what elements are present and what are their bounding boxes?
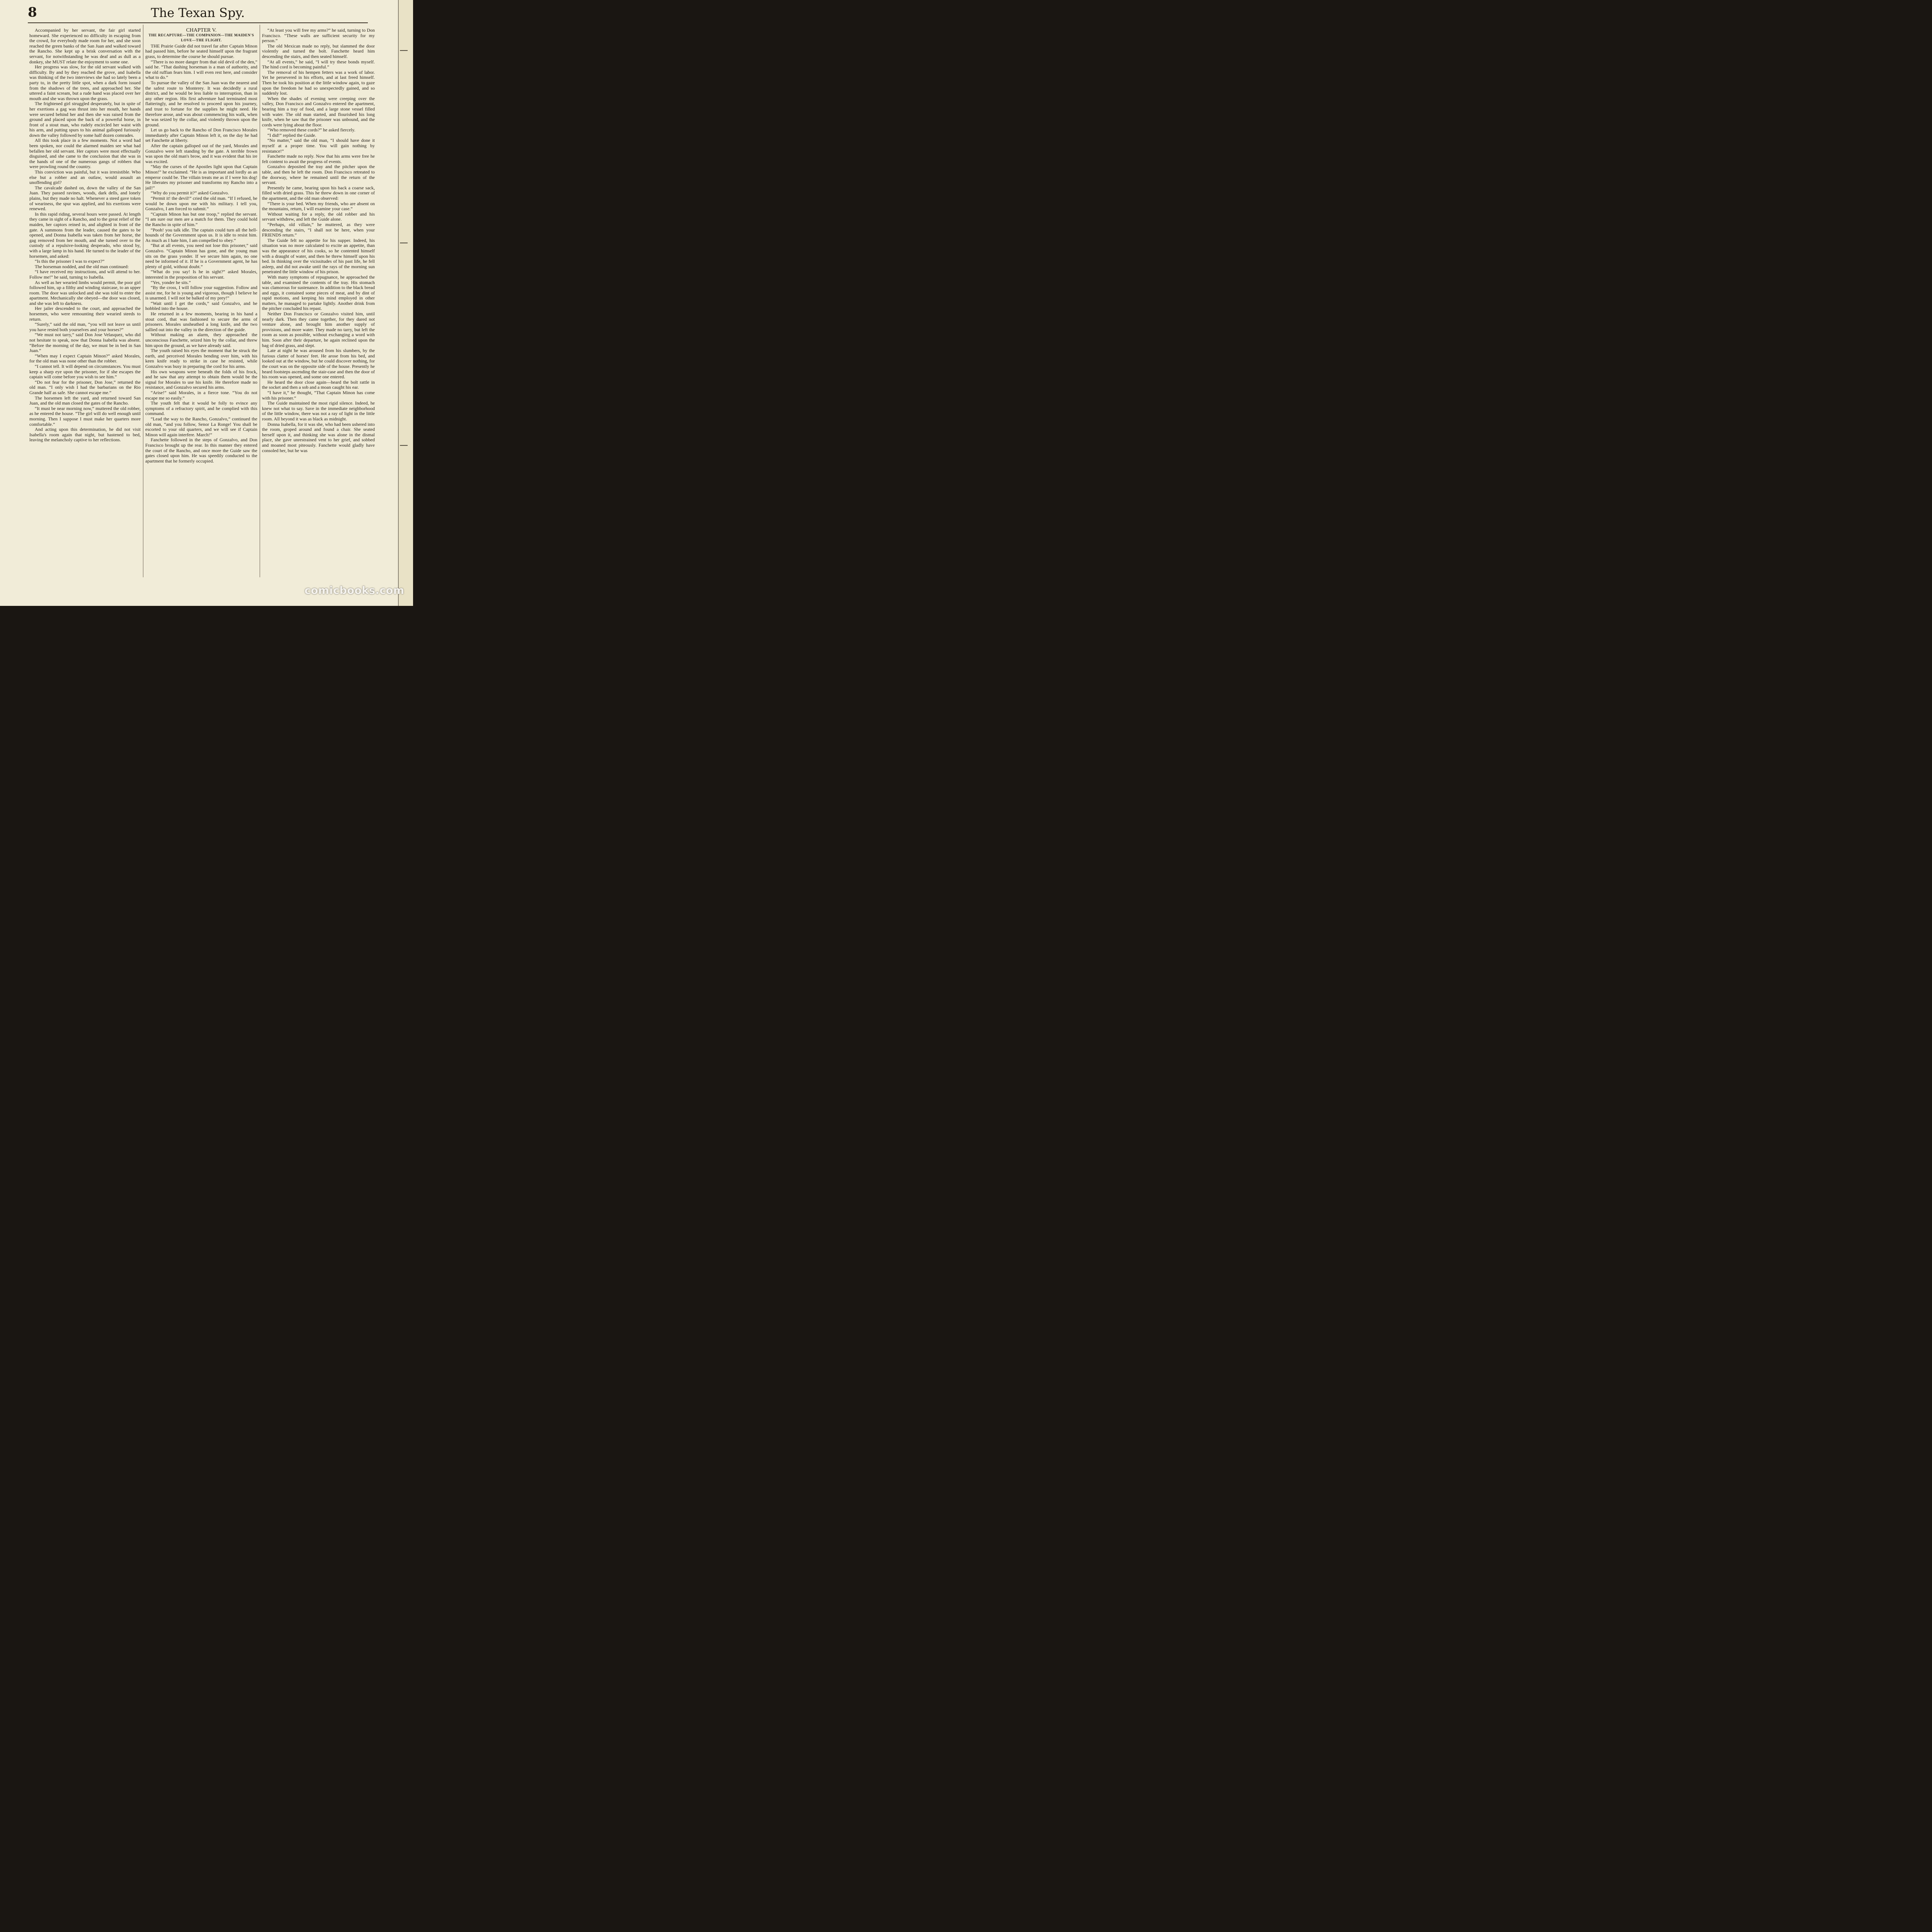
paragraph: And acting upon this determination, he did not visit Isabella's room again that night, but hastened to bed, leaving the melancholy captive to her reflections. [29,427,141,443]
chapter-title: CHAPTER V. [186,28,217,33]
page-header [28,4,368,23]
paragraph: “Lead the way to the Rancho, Gonzalvo,” continued the old man, “and you follow, Senor La Ronge! You shall be escorted to your old quarters, and we will see if Captain Minon will again interfere. March!” [145,416,257,437]
paragraph: “Is this the prisoner I was to expect?” [35,259,105,264]
paragraph: Without making an alarm, they approached the unconscious Fanchette, seized him by the collar, and threw him upon the ground, as we have already said. [145,332,257,348]
paragraph: “Permit it! the devil!” cried the old man. “If I refused, he would be down upon me with his military. I tell you, Gonzalvo, I am forced to submit.” [145,196,257,212]
paragraph: Accompanied by her servant, the fair girl started homeward. She experienced no difficulty in escaping from the crowd, for everybody made room for her, and she soon reached the green banks of the San Juan and walked toward the Rancho. She kept up a brisk conversation with the servant, for notwithstanding he was deaf and as dull as a donkey, she MUST relate the enjoyment to some one. [29,28,141,65]
paragraph: The youth raised his eyes the moment that he struck the earth, and perceived Morales bending over him, with his keen knife ready to strike in case he resisted, while Gonzalvo was busy in preparing the cord for his arms. [145,348,257,369]
paragraph: “Perhaps, old villain,” he muttered, as they were descending the stairs, “I shall not be here, when your FRIENDS return.” [262,221,375,238]
paragraph: His own weapons were beneath the folds of his frock, and he saw that any attempt to obtain them would be the signal for Morales to use his knife. He therefore made no resistance, and Gonzalvo secured his arms. [145,369,257,390]
paragraph: “Captain Minon has but one troop,” replied the servant. “I am sure our men are a match for them. They could hold the Rancho in spite of him.” [145,211,257,227]
page-number: 8 [28,5,37,20]
text-column-1 [29,28,141,577]
paragraph: Her jailer descended to the court, and approached the horsemen, who were remounting their wearied steeds to return. [29,306,141,322]
paragraph: “By the cross, I will follow your suggestion. Follow and assist me, for he is young and vigorous, though I believe he is unarmed. I will not be balked of my prey!” [145,285,257,301]
paragraph: After the captain galloped out of the yard, Morales and Gonzalvo were left standing by the gate. A terrible frown was upon the old man's brow, and it was evident that his ire was excited. [145,143,257,164]
paragraph: He heard the door close again—heard the bolt rattle in the socket and then a sob and a moan caught his ear. [262,379,375,390]
paragraph: “We must not tarry,” said Don Jose Velasquez, who did not hesitate to speak, now that Donna Isabella was absent. “Before the morning of the day, we must be in bed in San Juan.” [29,332,141,354]
paragraph: All this took place in a few moments. Not a word had been spoken, nor could the alarmed maiden see what had befallen her old servant. Her captors were most effectually disguised, and she came to the conclusion that she was in the hands of one of the numerous gangs of robbers that were prowling round the country. [29,138,141,170]
paragraph: Let us go back to the Rancho of Don Francisco Morales immediately after Captain Minon left it, on the day he had set Fanchette at liberty. [145,127,257,143]
tear-mark: — [400,46,408,55]
chapter-subtitle: THE RECAPTURE—THE COMPANION—THE MAIDEN'S LOVE—THE FLIGHT. [148,33,254,43]
paragraph: This conviction was painful, but it was irresistible. Who else but a robber and an outlaw, would assault an unoffending girl? [29,169,141,185]
paragraph: “Surely,” said the old man, “you will not leave us until you have rested both yourselves and your horses?” [29,321,141,332]
paragraph: THE Prairie Guide did not travel far after Captain Minon had passed him, before he seated himself upon the fragrant grass, to determine the course he should pursue. [145,43,257,59]
tear-mark: — [400,440,408,450]
paragraph: “Pooh! you talk idle. The captain could turn all the hell-hounds of the Government upon us. It is idle to resist him. As much as I hate him, I am compelled to obey.” [145,227,257,243]
paragraph: “Yes, yonder he sits.” [151,279,191,285]
paragraph: The removal of his hempen fetters was a work of labor. Yet he persevered in his efforts, and at last freed himself. Then he took his position at the little window again, to gaze upon the freedom he had so unexpectedly gained, and so suddenly lost. [262,69,375,96]
paragraph: Her progress was slow, for the old servant walked with difficulty. By and by they reached the grove, and Isabella was thinking of the two interviews she had so lately been a party to, in the pretty little spot, when a dark form issued from the shadows of the trees, and approached her. She uttered a faint scream, but a rude hand was placed over her mouth and she was thrown upon the grass. [29,64,141,101]
paragraph: “It must be near morning now,” muttered the old robber, as he entered the house. “The girl will do well enough until morning. Then I suppose I must make her quarters more comfortable.” [29,405,141,427]
paragraph: To pursue the valley of the San Juan was the nearest and the safest route to Monterey. It was decidedly a rural district, and he would be less liable to interruption, than in any other region. His first adventure had terminated most flatteringly, and he resolved to proceed upon his journey, and trust to fortune for the supplies he might need. He therefore arose, and was about commencing his walk, when he was seized by the collar, and violently thrown upon the ground. [145,80,257,128]
binding-edge [398,0,413,606]
paragraph: Late at night he was aroused from his slumbers, by the furious clatter of horses' feet. He arose from his bed, and looked out at the window, but he could discover nothing, for the court was on the opposite side of the house. Presently he heard footsteps ascending the stair-case and then the door of his room was opened, and some one entered. [262,348,375,380]
paragraph: As well as her wearied limbs would permit, the poor girl followed him, up a filthy and winding staircase, to an upper room. The door was unlocked and she was told to enter the apartment. Mechanically she obeyed—the door was closed, and she was left to darkness. [29,279,141,306]
paragraph: The cavalcade dashed on, down the valley of the San Juan. They passed ravines, woods, dark dells, and lonely plains, but they made no halt. Whenever a steed gave token of weariness, the spur was applied, and his exertions were renewed. [29,185,141,212]
paragraph: “There is no more danger from that old devil of the den,” said he. “That dashing horseman is a man of authority, and the old ruffian fears him. I will even rest here, and consider what to do.” [145,59,257,80]
paragraph: Gonzalvo deposited the tray and the pitcher upon the table, and then he left the room. Don Francisco retreated to the doorway, where he remained until the return of the servant. [262,164,375,185]
paragraph: He returned in a few moments, bearing in his hand a stout cord, that was fashioned to secure the arms of prisoners. Morales unsheathed a long knife, and the two sallied out into the valley in the direction of the guide. [145,311,257,332]
paragraph: “What do you say! Is he in sight?” asked Morales, interested in the proposition of his servant. [145,269,257,280]
paragraph: “Arise!” said Morales, in a fierce tone. “You do not escape me so easily.” [145,389,257,401]
watermark: comicbooks.com [304,585,405,597]
paragraph: Presently he came, bearing upon his back a coarse sack, filled with dried grass. This he threw down in one corner of the apartment, and the old man observed: [262,185,375,201]
paragraph: Neither Don Francisco or Gonzalvo visited him, until nearly dark. Then they came together, for they dared not venture alone, and brought him another supply of provisions, and more water. They made no tarry, but left the room as soon as possible, without exchanging a word with him. Soon after their departure, he again reclined upon the bag of dried grass, and slept. [262,311,375,348]
paragraph: Fanchette followed in the steps of Gonzalvo, and Don Francisco brought up the rear. In this manner they entered the court of the Rancho, and once more the Guide saw the gates closed upon him. He was speedily conducted to the apartment that he formerly occupied. [145,437,257,464]
paragraph: The old Mexican made no reply, but slammed the door violently and turned the bolt. Fanchette heard him descending the stairs, and then seated himself. [262,43,375,59]
paragraph: “I cannot tell. It will depend on circumstances. You must keep a sharp eye upon the prisoner, for if she escapes the captain will come before you wish to see him.” [29,364,141,380]
paragraph: Donna Isabella, for it was she, who had been ushered into the room, groped around and found a chair. She seated herself upon it, and thinking she was alone in the dismal place, she gave unrestrained vent to her grief, and sobbed and moaned most piteously. Fanchette would gladly have consoled her, but he was [262,421,375,453]
paragraph: With many symptoms of repugnance, he approached the table, and examined the contents of the tray. His stomach was clamorous for sustenance. In addition to the black bread and eggs, it contained some pieces of meat, and by dint of rapid motions, and keeping his mind employed in other matters, he managed to partake lightly. Another drink from the pitcher concluded his repast. [262,274,375,311]
paragraph: The horseman nodded, and the old man continued: [35,264,129,269]
paragraph: “At least you will free my arms?” he said, turning to Don Francisco. “These walls are sufficient security for my person.” [262,28,375,44]
paragraph: The youth felt that it would be folly to evince any symptoms of a refractory spirit, and he complied with this command. [145,400,257,417]
newspaper-page [0,0,398,606]
paragraph: Fanchette made no reply. Now that his arms were free he felt content to await the progress of events. [262,153,375,164]
paragraph: In this rapid riding, several hours were passed. At length they came in sight of a Rancho, and to the great relief of the maiden, her captors reined in, and alighted in front of the gate. A summons from the leader, caused the gates to be opened, and Donna Isabella was taken from her horse, the gag removed from her mouth, and she turned over to the custody of a repulsive-looking desperado, who stood by, with a large lamp in his hand. He turned to the leader of the horsemen, and asked: [29,211,141,259]
paragraph: “May the curses of the Apostles light upon that Captain Minon!” he exclaimed. “He is as important and lordly as an emperor could be. The villain treats me as if I were his dog! He liberates my prisoner and transforms my Rancho into a jail!” [145,164,257,190]
paragraph: “Why do you permit it?” asked Gonzalvo. [151,190,229,196]
paragraph: “No matter,” said the old man, “I should have done it myself at a proper time. You will gain nothing by resistance!” [262,138,375,154]
paragraph: “When may I expect Captain Minon?” asked Morales, for the old man was none other than the robber. [29,353,141,364]
paragraph: “There is your bed. When my friends, who are absent on the mountains, return, I will examine your case.” [262,201,375,212]
paragraph: When the shades of evening were creeping over the valley, Don Francisco and Gonzalvo entered the apartment, bearing him a tray of food, and a large stone vessel filled with water. The old man started, and flourished his long knife, when he saw that the prisoner was unbound, and the cords were lying about the floor. [262,95,375,128]
paragraph: “Do not fear for the prisoner, Don Jose,” returned the old man. “I only wish I had the barbarians on the Rio Grande half as safe. She cannot escape me.” [29,379,141,395]
masthead-title: The Texan Spy. [151,5,245,20]
text-column-2 [145,28,257,577]
paragraph: “I did!” replied the Guide. [267,132,316,138]
paragraph: “Wait until I get the cords,” said Gonzalvo, and he hobbled into the house. [145,300,257,311]
paragraph: “Who removed these cords?” he asked fiercely. [267,127,355,133]
paragraph: The horsemen left the yard, and returned toward San Juan, and the old man closed the gates of the Rancho. [29,395,141,406]
paragraph: “But at all events, you need not lose this prisoner,” said Gonzalvo. “Captain Minon has gone, and the young man sits on the grass yonder. If we secure him again, no one need be informed of it. If he is a Government agent, he has plenty of gold, without doubt.” [145,243,257,269]
paragraph: “At all events,” he said, “I will try these bonds myself. The hind cord is becoming painful.” [262,59,375,70]
paragraph: The Guide maintained the most rigid silence. Indeed, he knew not what to say. Save in the immediate neighborhood of the little window, there was not a ray of light in the little room. All beyond it was as black as midnight. [262,400,375,422]
paragraph: The frightened girl struggled desperately, but in spite of her exertions a gag was thrust into her mouth, her hands were secured behind her and then she was raised from the ground and placed upon the back of a powerful horse, in front of a stout man, who rudely encircled her waist with his arm, and putting spurs to his animal galloped furiously down the valley followed by some half dozen comrades. [29,101,141,138]
text-column-3 [262,28,375,577]
paragraph: “I have it,” he thought, “That Captain Minon has come with his prisoner.” [262,389,375,401]
paragraph: Without waiting for a reply, the old robber and his servant withdrew, and left the Guide alone. [262,211,375,222]
tear-mark: — [400,238,408,248]
paragraph: “I have received my instructions, and will attend to her. Follow me!” he said, turning to Isabella. [29,269,141,280]
paragraph: The Guide felt no appetite for his supper. Indeed, his situation was no more calculated to excite an appetite, than was the appearance of his cooks, so he contented himself with a draught of water, and then he threw himself upon his bed. In thinking over the vicissitudes of his past life, he fell asleep, and did not awake until the rays of the morning sun penetrated the little window of his prison. [262,237,375,275]
